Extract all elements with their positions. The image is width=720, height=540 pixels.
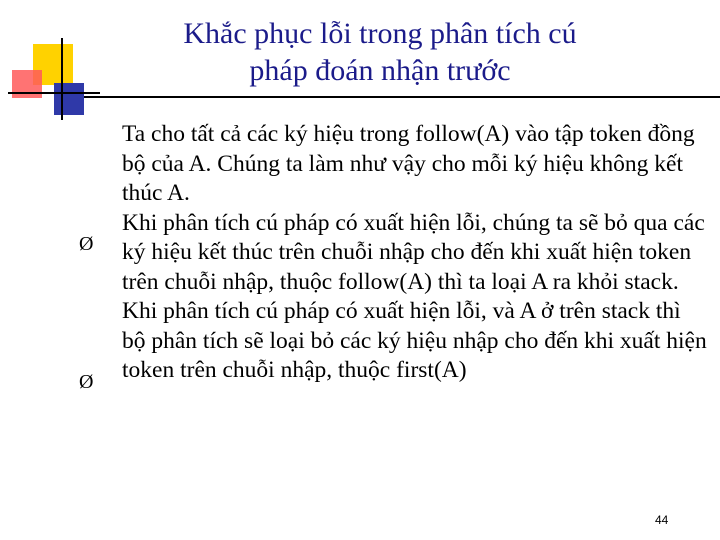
title-line-2: pháp đoán nhận trước — [249, 54, 511, 87]
slide-title — [110, 15, 650, 89]
paragraph-1: Ta cho tất cả các ký hiệu trong follow(A) vào tập token đồng bộ của A. Chúng ta làm như vậy cho mỗi ký hiệu không kết thúc A. — [122, 121, 695, 206]
bullet-arrow-icon: Ø — [79, 371, 94, 393]
title-underline — [84, 96, 720, 98]
decorative-logo — [0, 0, 110, 125]
paragraph-3: Khi phân tích cú pháp có xuất hiện lỗi, và A ở trên stack thì bộ phân tích sẽ loại bỏ các ký hiệu nhập cho đến khi xuất hiện token trên chuỗi nhập, thuộc first(A) — [122, 298, 707, 383]
slide-body — [122, 120, 707, 386]
vertical-line — [61, 38, 63, 120]
page-number: 44 — [655, 513, 669, 527]
title-line-1: Khắc phục lỗi trong phân tích cú — [183, 17, 577, 50]
paragraph-2: Khi phân tích cú pháp có xuất hiện lỗi, chúng ta sẽ bỏ qua các ký hiệu kết thúc trên chuỗi nhập cho đến khi xuất hiện token trên chuỗi nhập, thuộc follow(A) thì ta loại A ra khỏi stack. — [122, 209, 705, 295]
horizontal-line — [8, 92, 100, 94]
blue-square-shape — [54, 83, 84, 115]
bullet-arrow-icon: Ø — [79, 233, 94, 255]
